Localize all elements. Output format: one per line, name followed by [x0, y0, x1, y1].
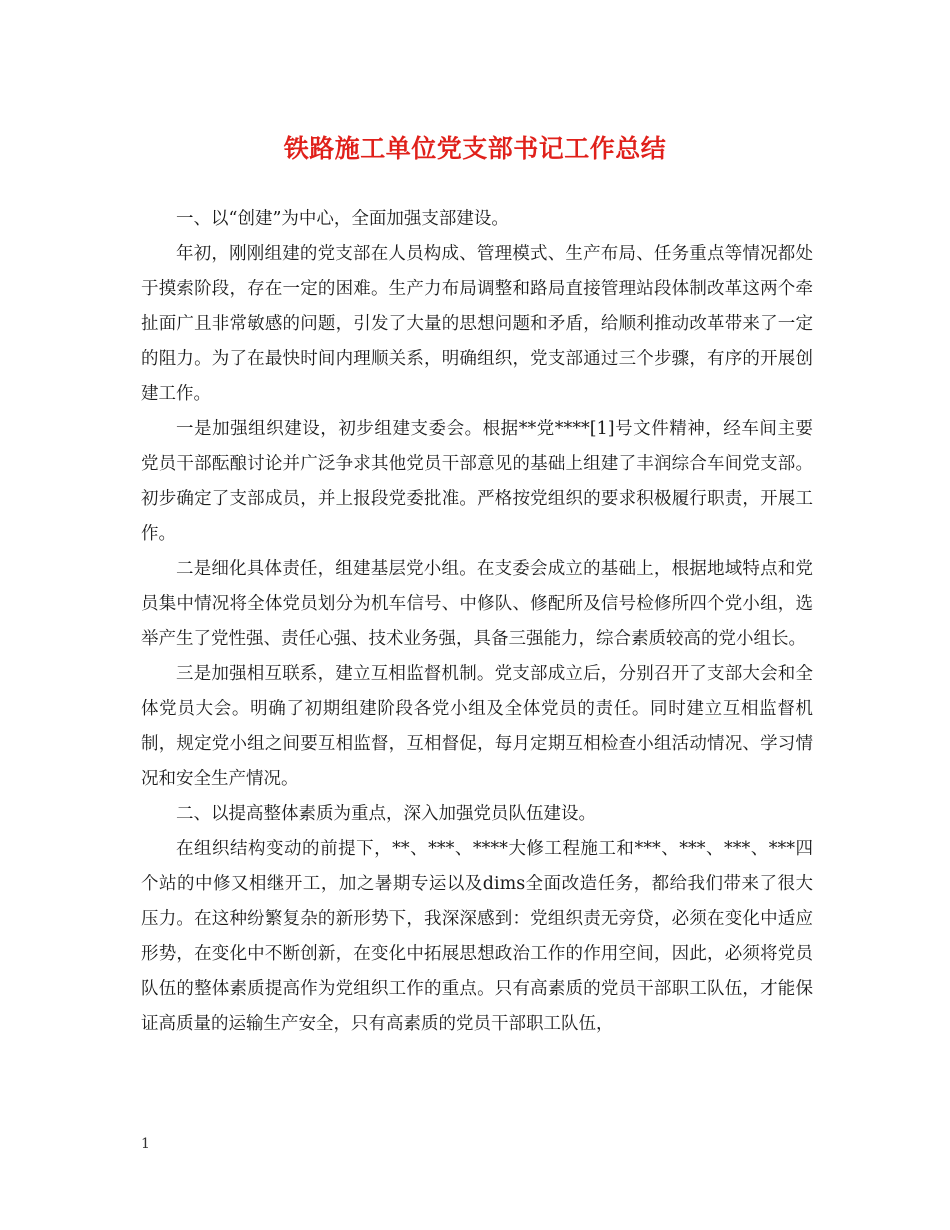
paragraph-step-1: 一是加强组织建设，初步组建支委会。根据**党****[1]号文件精神，经车间主要党员干部酝酿讨论并广泛争求其他党员干部意见的基础上组建了丰润综合车间党支部。初步确定了支部成员，并上报段党委批准。严格按党组织的要求积极履行职责，开展工作。: [141, 419, 813, 544]
document-title: 铁路施工单位党支部书记工作总结: [283, 134, 667, 163]
document-body: [141, 202, 813, 1042]
paragraph-step-2: 二是细化具体责任，组建基层党小组。在支委会成立的基础上，根据地域特点和党员集中情况将全体党员划分为机车信号、中修队、修配所及信号检修所四个党小组，选举产生了党性强、责任心强、技术业务强，具备三强能力，综合素质较高的党小组长。: [141, 559, 813, 649]
paragraph-section-1-heading: 一、以“创建”为中心，全面加强支部建设。: [176, 209, 509, 229]
paragraph-section-2-body: 在组织结构变动的前提下，**、***、****大修工程施工和***、***、***、***四个站的中修又相继开工，加之暑期专运以及dims全面改造任务，都给我们带来了很大压力。在这种纷繁复杂的新形势下，我深深感到：党组织责无旁贷，必须在变化中适应形势，在变化中不断创新，在变化中拓展思想政治工作的作用空间，因此，必须将党员队伍的整体素质提高作为党组织工作的重点。只有高素质的党员干部职工队伍，才能保证高质量的运输生产安全，只有高素质的党员干部职工队伍，: [141, 839, 813, 1034]
page-number: 1: [141, 1136, 150, 1152]
paragraph-intro: 年初，刚刚组建的党支部在人员构成、管理模式、生产布局、任务重点等情况都处于摸索阶段，存在一定的困难。生产力布局调整和路局直接管理站段体制改革这两个牵扯面广且非常敏感的问题，引发了大量的思想问题和矛盾，给顺利推动改革带来了一定的阻力。为了在最快时间内理顺关系，明确组织，党支部通过三个步骤，有序的开展创建工作。: [141, 244, 813, 404]
paragraph-step-3: 三是加强相互联系，建立互相监督机制。党支部成立后，分别召开了支部大会和全体党员大会。明确了初期组建阶段各党小组及全体党员的责任。同时建立互相监督机制，规定党小组之间要互相监督，互相督促，每月定期互相检查小组活动情况、学习情况和安全生产情况。: [141, 664, 813, 789]
paragraph-section-2-heading: 二、以提高整体素质为重点，深入加强党员队伍建设。: [176, 804, 596, 824]
